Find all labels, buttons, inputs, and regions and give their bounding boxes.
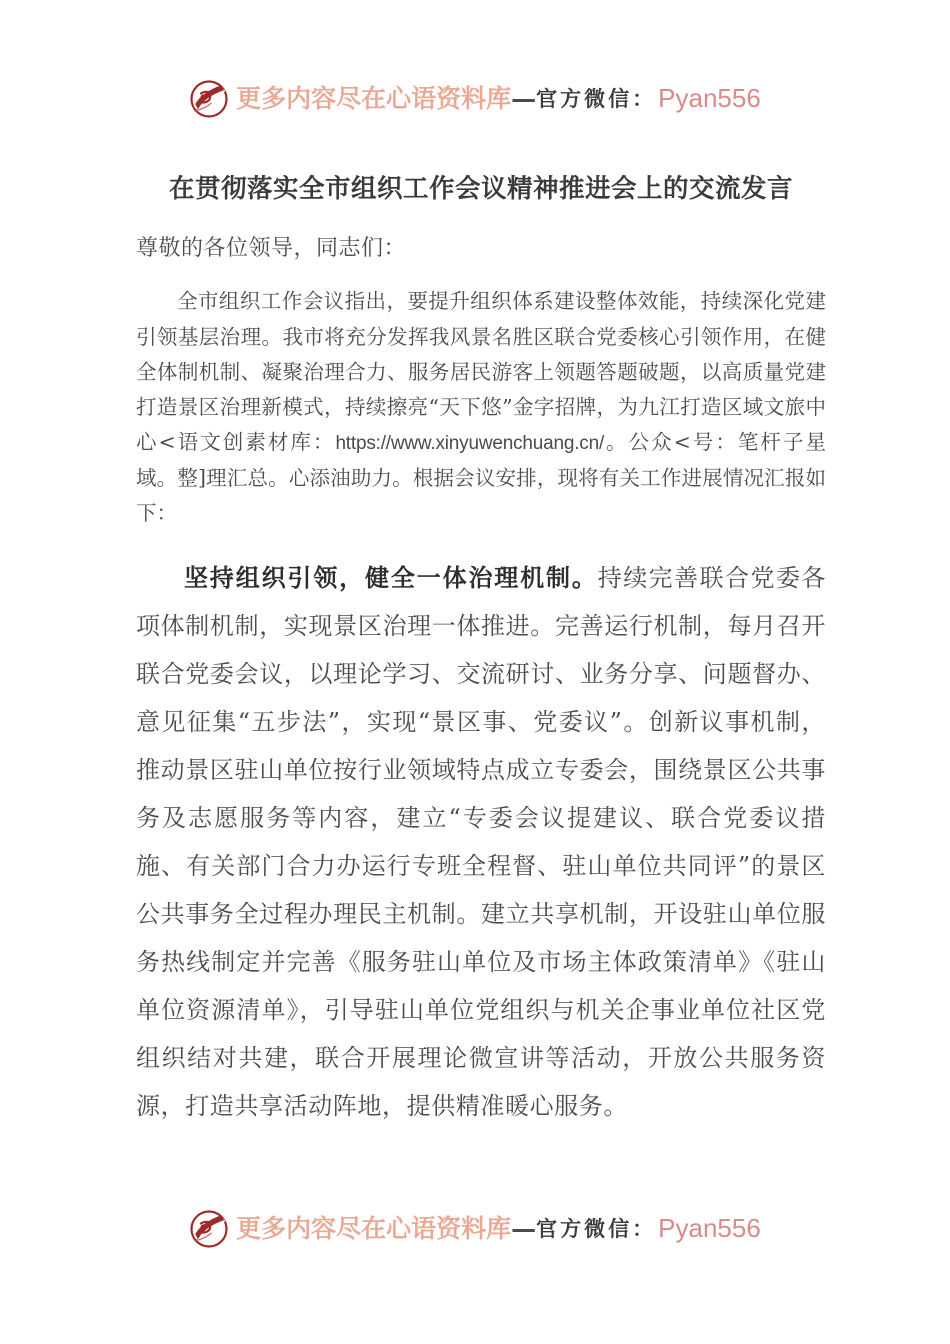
watermark-header: [0, 78, 950, 118]
page-title: 在贯彻落实全市组织工作会议精神推进会上的交流发言: [168, 174, 793, 204]
watermark-dash: —: [511, 83, 537, 113]
intro-text-before-url: 全市组织工作会议指出，要提升组织体系建设整体效能，持续深化党建引领基层治理。我市将充分发挥我风景名胜区联合党委核心引领作用，在健全体制机制、凝聚治理合力、服务居民游客上领题答题破题，以高质量党建打造景区治理新模式，持续擦亮“天下悠”金字招牌，为九江打造区域文旅中心<语文创素材库：: [136, 289, 826, 455]
source-url-text: https://www.xinyuwenchuang.cn/: [335, 433, 605, 455]
section-one-paragraph: [136, 554, 826, 1130]
watermark-brand-text: 更多内容尽在心语资料库: [236, 1213, 512, 1243]
section-one-heading: 坚持组织引领，健全一体治理机制。: [184, 562, 598, 592]
intro-text-after-url: 。公众<号：笔杆子星域。整]理汇总。心添油助力。根据会议安排，现将有关工作进展情况汇报如下：: [136, 430, 826, 526]
watermark-channel-label: 官方微信：: [536, 1215, 657, 1241]
watermark-channel-label: 官方微信：: [536, 85, 657, 111]
watermark-handle: Pyan556: [658, 83, 761, 113]
watermark-footer: [0, 1208, 950, 1248]
section-one-body: 持续完善联合党委各项体制机制，实现景区治理一体推进。完善运行机制，每月召开联合党委会议，以理论学习、交流研讨、业务分享、问题督办、意见征集“五步法”，实现“景区事、党委议”。创新议事机制，推动景区驻山单位按行业领域特点成立专委会，围绕景区公共事务及志愿服务等内容，建立“专委会议提建议、联合党委议措施、有关部门合力办运行专班全程督、驻山单位共同评”的景区公共事务全过程办理民主机制。建立共享机制，开设驻山单位服务热线制定并完善《服务驻山单位及市场主体政策清单》《驻山单位资源清单》，引导驻山单位党组织与机关企事业单位社区党组织结对共建，联合开展理论微宣讲等活动，开放公共服务资源，打造共享活动阵地，提供精准暖心服务。: [136, 563, 826, 1120]
salutation-line: 尊敬的各位领导，同志们：: [136, 236, 407, 262]
brush-seal-logo-icon: [189, 79, 229, 119]
watermark-brand-text: 更多内容尽在心语资料库: [236, 83, 512, 113]
watermark-handle: Pyan556: [658, 1213, 761, 1243]
intro-paragraph: [136, 284, 826, 531]
watermark-dash: —: [511, 1213, 537, 1243]
brush-seal-logo-icon: [189, 1209, 229, 1249]
document-body: [136, 170, 826, 1130]
